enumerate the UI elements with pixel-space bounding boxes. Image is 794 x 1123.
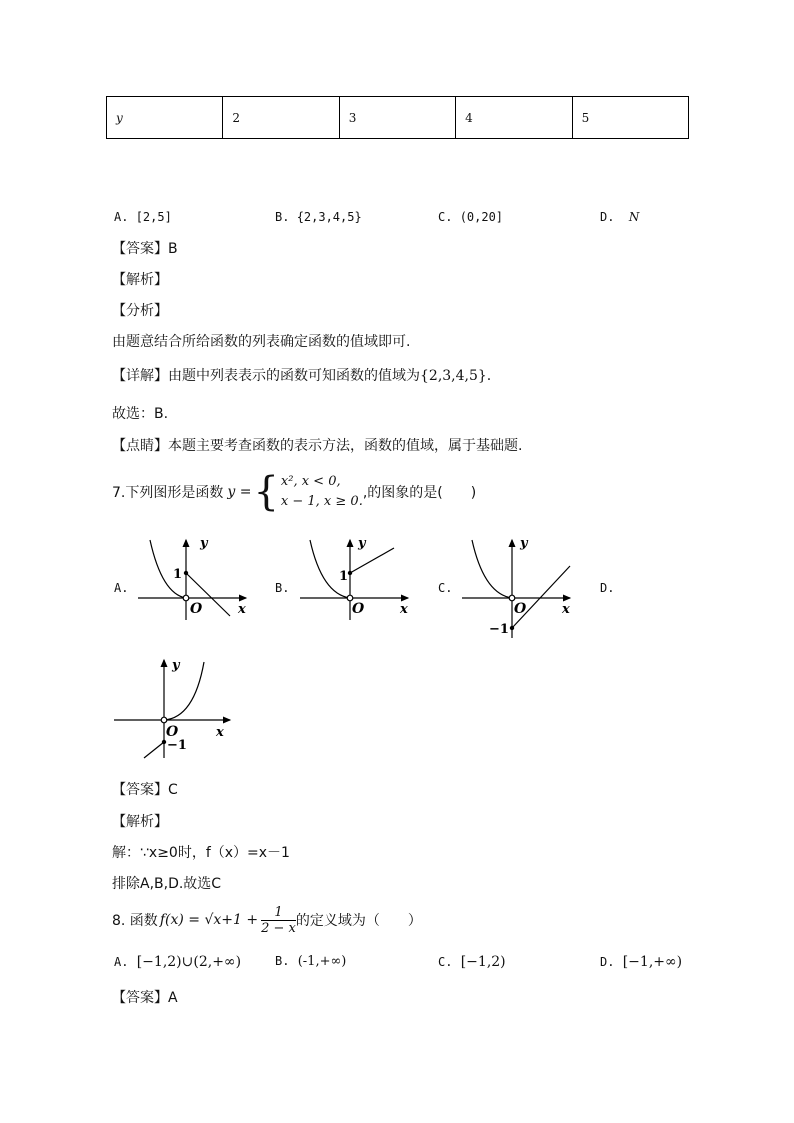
table-cell: 2 <box>223 97 339 139</box>
value-table <box>106 96 689 139</box>
q6-detail: 【详解】由题中列表表示的函数可知函数的值域为{2,3,4,5}. <box>112 368 492 384</box>
graph-b-origin-label: O <box>352 601 365 617</box>
graph-b <box>296 536 416 620</box>
q8-stem <box>112 900 422 940</box>
graph-d <box>114 656 238 760</box>
q6-analysis-heading: 【解析】 <box>112 272 168 288</box>
q7-label-b: B. <box>275 581 290 595</box>
q7-answer: 【答案】C <box>112 782 178 798</box>
graph-d-y-label: y <box>172 658 180 673</box>
q7-prefix: 7.下列图形是函数 <box>112 485 224 501</box>
q8-option-a: A. [−1,2)∪(2,+∞) <box>114 954 242 970</box>
table-cell-y: y <box>107 97 223 139</box>
graph-b-x-label: x <box>400 602 408 617</box>
q8-option-b: B. (-1,+∞) <box>275 954 347 969</box>
table-cell: 3 <box>339 97 455 139</box>
q6-choose: 故选：B. <box>112 406 169 422</box>
q8-function: f(x) = √x+1 + <box>159 912 259 928</box>
q7-analysis-heading: 【解析】 <box>112 814 168 830</box>
q8-option-d: D. [−1,+∞) <box>600 954 683 970</box>
q7-solution-line-1: 解：∵x≥0时，f（x）=x－1 <box>112 845 290 861</box>
graph-a <box>134 536 254 620</box>
q6-option-d: D. N <box>600 210 640 224</box>
graph-c-neg-one-label: −1 <box>489 622 509 637</box>
q6-detail-text: 由题中列表表示的函数可知函数的值域为 <box>168 368 420 384</box>
q7-case-2: x − 1, x ≥ 0. <box>280 494 363 509</box>
table-row <box>107 97 689 139</box>
q8-prefix: 8. 函数 <box>112 913 158 929</box>
graph-c-origin-label: O <box>514 601 527 617</box>
graph-a-x-label: x <box>238 602 246 617</box>
table-cell: 5 <box>572 97 688 139</box>
graph-c <box>458 536 578 640</box>
graph-a-origin-label: O <box>190 601 203 617</box>
q7-label-c: C. <box>438 581 453 595</box>
q8-answer: 【答案】A <box>112 990 178 1006</box>
q8-fraction-numerator: 1 <box>261 905 296 921</box>
q6-detail-heading: 【详解】 <box>112 368 168 384</box>
q6-fenxi-text: 由题意结合所给函数的列表确定函数的值域即可. <box>112 334 411 350</box>
q7-y-eq: y = <box>227 484 252 500</box>
graph-c-x-label: x <box>562 602 570 617</box>
q6-comment-text: 本题主要考查函数的表示方法，函数的值域，属于基础题. <box>168 438 523 454</box>
graph-d-x-label: x <box>216 725 224 740</box>
graph-d-origin-label: O <box>166 724 179 740</box>
q6-option-b: B. {2,3,4,5} <box>275 210 362 224</box>
graph-c-y-label: y <box>520 536 528 551</box>
q7-label-d: D. <box>600 581 615 595</box>
q8-fraction <box>261 905 296 936</box>
q6-detail-set: {2,3,4,5} <box>420 368 487 384</box>
q6-answer: 【答案】B <box>112 241 178 257</box>
q6-comment-heading: 【点睛】 <box>112 438 168 454</box>
graph-a-y-label: y <box>200 536 208 551</box>
q6-comment <box>112 438 522 455</box>
q6-option-c: C. (0,20] <box>438 210 504 224</box>
graph-a-one-label: 1 <box>173 567 183 582</box>
graph-b-one-label: 1 <box>339 569 349 584</box>
q7-stem <box>112 470 476 514</box>
q8-fraction-denominator: 2 − x <box>261 920 296 936</box>
table-cell: 4 <box>456 97 572 139</box>
graph-b-y-label: y <box>358 536 366 551</box>
q6-option-a: A. [2,5] <box>114 210 172 224</box>
q7-solution-line-2: 排除A,B,D.故选C <box>112 876 222 892</box>
q7-case-1: x², x < 0, <box>280 474 341 489</box>
q7-suffix: ,的图象的是( ) <box>362 485 477 501</box>
q7-label-a: A. <box>114 581 129 595</box>
q8-option-c: C. [−1,2) <box>438 954 506 970</box>
q6-fenxi-heading: 【分析】 <box>112 303 168 319</box>
graph-d-neg-one-label: −1 <box>167 738 187 753</box>
q7-cases <box>281 472 363 512</box>
q8-suffix: 的定义域为（ ） <box>295 913 422 929</box>
q7-brace: { <box>253 469 279 515</box>
